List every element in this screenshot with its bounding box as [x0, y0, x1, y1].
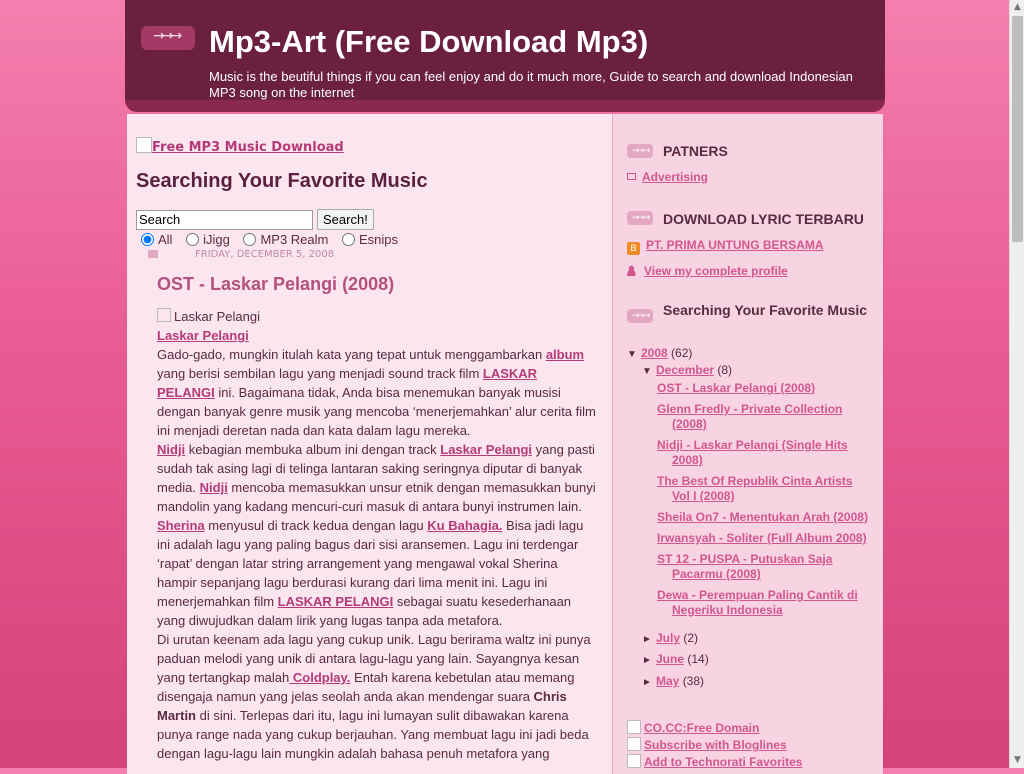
- archive-post: [657, 552, 862, 582]
- scrollbar-thumb[interactable]: [1012, 16, 1023, 242]
- cocc-domain-link[interactable]: CO.CC:Free Domain: [627, 720, 802, 737]
- post-image: Laskar Pelangi: [157, 307, 597, 326]
- search-button[interactable]: Search!: [317, 209, 374, 230]
- laskar-pelangi-link[interactable]: LASKAR PELANGI: [157, 366, 538, 400]
- post-image-link[interactable]: Laskar Pelangi: [157, 328, 249, 343]
- archive-heading: Searching Your Favorite Music: [663, 302, 868, 318]
- coldplay-link[interactable]: Coldplay.: [289, 670, 351, 685]
- archive-arrows-icon: →→→: [627, 309, 653, 323]
- advertising-link[interactable]: Advertising: [642, 170, 709, 184]
- archive-year: [627, 346, 692, 360]
- month-count: (2): [683, 631, 699, 645]
- archive-post-link[interactable]: ST 12 - PUSPA - Putuskan Saja Pacarmu (2008): [657, 552, 833, 581]
- post-date: FRIDAY, DECEMBER 5, 2008: [195, 249, 335, 260]
- collapse-toggle-icon[interactable]: ▼: [627, 349, 637, 360]
- sidebar: [613, 114, 883, 774]
- link-bullet-icon: [627, 173, 636, 180]
- option-mp3realm[interactable]: [238, 232, 328, 247]
- archive-post-link[interactable]: Nidji - Laskar Pelangi (Single Hits 2008): [657, 438, 848, 467]
- archive-month-december: [642, 363, 732, 377]
- ku-bahagia-link[interactable]: Ku Bahagia.: [427, 518, 503, 533]
- sidebar-footer-links: [627, 720, 802, 771]
- sherina-link[interactable]: Sherina: [157, 518, 205, 533]
- expand-toggle-icon[interactable]: ►: [642, 677, 652, 688]
- option-esnips[interactable]: [337, 232, 398, 247]
- option-all[interactable]: [136, 232, 172, 247]
- archive-month-june: [642, 652, 709, 666]
- archive-post-link[interactable]: Sheila On7 - Menentukan Arah (2008): [657, 510, 868, 524]
- december-link[interactable]: December: [656, 363, 715, 377]
- radio-mp3realm[interactable]: [243, 233, 256, 246]
- laskar-pelangi-film-link[interactable]: LASKAR PELANGI: [277, 594, 394, 609]
- partners-heading: PATNERS: [663, 143, 728, 159]
- archive-post: [657, 531, 872, 546]
- june-link[interactable]: June: [656, 652, 685, 666]
- option-ijigg-label: iJigg: [203, 232, 230, 247]
- may-link[interactable]: May: [656, 674, 680, 688]
- archive-post-link[interactable]: Dewa - Perempuan Paling Cantik di Negeriku Indonesia: [657, 588, 858, 617]
- scroll-up-icon[interactable]: ▲: [1014, 2, 1021, 12]
- search-source-options: [136, 232, 403, 247]
- expand-toggle-icon[interactable]: ►: [642, 634, 652, 645]
- date-marker-icon: [148, 250, 158, 258]
- archive-post-link[interactable]: OST - Laskar Pelangi (2008): [657, 381, 816, 395]
- lyric-arrows-icon: →→→: [627, 211, 653, 225]
- profile-item: [627, 264, 788, 278]
- header-arrows-icon: →→→: [141, 26, 195, 50]
- content-area: [127, 114, 883, 774]
- archive-month-may: [642, 674, 704, 688]
- year-2008-link[interactable]: 2008: [641, 346, 668, 360]
- month-count: (8): [717, 363, 733, 377]
- post-paragraph: Sherina menyusul di track kedua dengan lagu Ku Bahagia. Bisa jadi lagu ini adalah lagu yang paling bagus dari sisi aransemen. Lagu ini terdengar ‘rapat’ dengan latar string arrangement yang mengawal vokal Sherina hampir sepanjang lagu berdurasi kurang dari lima menit ini. Lagu ini menerjemahkan film LASKAR PELANGI sebagai suatu kesederhanaan yang diwujudkan dalam lirik yang lugas tanpa ada metafora.: [157, 518, 584, 628]
- radio-ijigg[interactable]: [186, 233, 199, 246]
- profile-icon: [627, 265, 638, 276]
- nidji-link[interactable]: Nidji: [157, 442, 186, 457]
- profile-link[interactable]: View my complete profile: [644, 264, 788, 278]
- blogger-icon: B: [627, 242, 640, 255]
- search-heading: Searching Your Favorite Music: [136, 170, 428, 192]
- main-column: [127, 114, 612, 774]
- option-mp3realm-label: MP3 Realm: [260, 232, 329, 247]
- laskar-pelangi-track-link[interactable]: Laskar Pelangi: [440, 442, 533, 457]
- archive-post: [657, 438, 862, 468]
- expand-toggle-icon[interactable]: ►: [642, 655, 652, 666]
- post-title[interactable]: OST - Laskar Pelangi (2008): [157, 274, 395, 294]
- blog-header: [125, 0, 885, 112]
- post-body: [157, 307, 597, 763]
- free-mp3-banner-link[interactable]: Free MP3 Music Download: [152, 140, 344, 155]
- option-ijigg[interactable]: [181, 232, 230, 247]
- post-paragraph: Gado-gado, mungkin itulah kata yang tepat untuk menggambarkan album yang berisi sembilan lagu yang menjadi sound track film LASKAR PELANGI ini. Bagaimana tidak, Anda bisa menemukan banyak musisi dengan banyak genre musik yang mencoba ‘menerjemahkan’ alur cerita film ini menjadi deretan nada dan kata dalam lagu mereka.: [157, 347, 596, 438]
- archive-post: [657, 402, 862, 432]
- post-paragraph: Nidji kebagian membuka album ini dengan track Laskar Pelangi yang pasti sudah tak asing lagi di telinga lantaran saking seringnya diputar di banyak media. Nidji mencoba memasukkan unsur etnik dengan memasukkan bunyi mandolin yang kadang mencuri-curi masuk di antara bunyi instrumen lain.: [157, 442, 596, 514]
- archive-post-link[interactable]: Irwansyah - Soliter (Full Album 2008): [657, 531, 867, 545]
- banner-link-wrap: [136, 137, 344, 155]
- lyric-heading: DOWNLOAD LYRIC TERBARU: [663, 211, 864, 227]
- header-stripe: [125, 100, 885, 112]
- partners-arrows-icon: →→→: [627, 144, 653, 158]
- archive-post: [657, 381, 872, 396]
- radio-all[interactable]: [141, 233, 154, 246]
- archive-post-link[interactable]: Glenn Fredly - Private Collection (2008): [657, 402, 843, 431]
- broken-image-icon: [136, 137, 152, 153]
- nidji-link-2[interactable]: Nidji: [199, 480, 228, 495]
- blog-title[interactable]: Mp3-Art (Free Download Mp3): [209, 24, 649, 59]
- bloglines-subscribe-link[interactable]: Subscribe with Bloglines: [627, 737, 802, 754]
- archive-post: [657, 588, 872, 618]
- scroll-down-icon[interactable]: ▼: [1014, 755, 1021, 765]
- search-input[interactable]: [136, 210, 313, 230]
- option-all-label: All: [158, 232, 173, 247]
- archive-post: [657, 510, 872, 525]
- july-link[interactable]: July: [656, 631, 681, 645]
- year-count: (62): [671, 346, 693, 360]
- company-item: [627, 238, 824, 255]
- collapse-toggle-icon[interactable]: ▼: [642, 366, 652, 377]
- company-link[interactable]: PT. PRIMA UNTUNG BERSAMA: [646, 238, 824, 252]
- post-paragraph: Di urutan keenam ada lagu yang cukup unik. Lagu berirama waltz ini punya paduan melodi yang unik di antara lagu-lagu yang lain. Sayangnya kesan yang tertangkap malah Coldplay. Entah karena kebetulan atau memang disengaja namun yang jelas seolah anda akan mendengar suara Chris Martin di sini. Terlepas dari itu, lagu ini lumayan sulit dibawakan karena punya range nada yang cukup berjauhan. Yang membuat lagu ini jadi beda dengan lagu-lagu lain mungkin adalah bahasa penuh metafora yang: [157, 632, 591, 761]
- archive-month-july: [642, 631, 698, 645]
- archive-post: [657, 474, 867, 504]
- album-link[interactable]: album: [545, 347, 585, 362]
- search-form: [136, 209, 374, 230]
- archive-post-link[interactable]: The Best Of Republik Cinta Artists Vol I (2008): [657, 474, 853, 503]
- option-esnips-label: Esnips: [359, 232, 399, 247]
- month-count: (14): [687, 652, 709, 666]
- technorati-favorites-link[interactable]: Add to Technorati Favorites: [627, 754, 802, 771]
- advertising-item: [627, 170, 708, 184]
- window-scrollbar[interactable]: [1009, 0, 1024, 768]
- month-count: (38): [682, 674, 705, 688]
- radio-esnips[interactable]: [342, 233, 355, 246]
- blog-description: Music is the beutiful things if you can feel enjoy and do it much more, Guide to search and download Indonesian MP3 song on the internet: [209, 69, 853, 100]
